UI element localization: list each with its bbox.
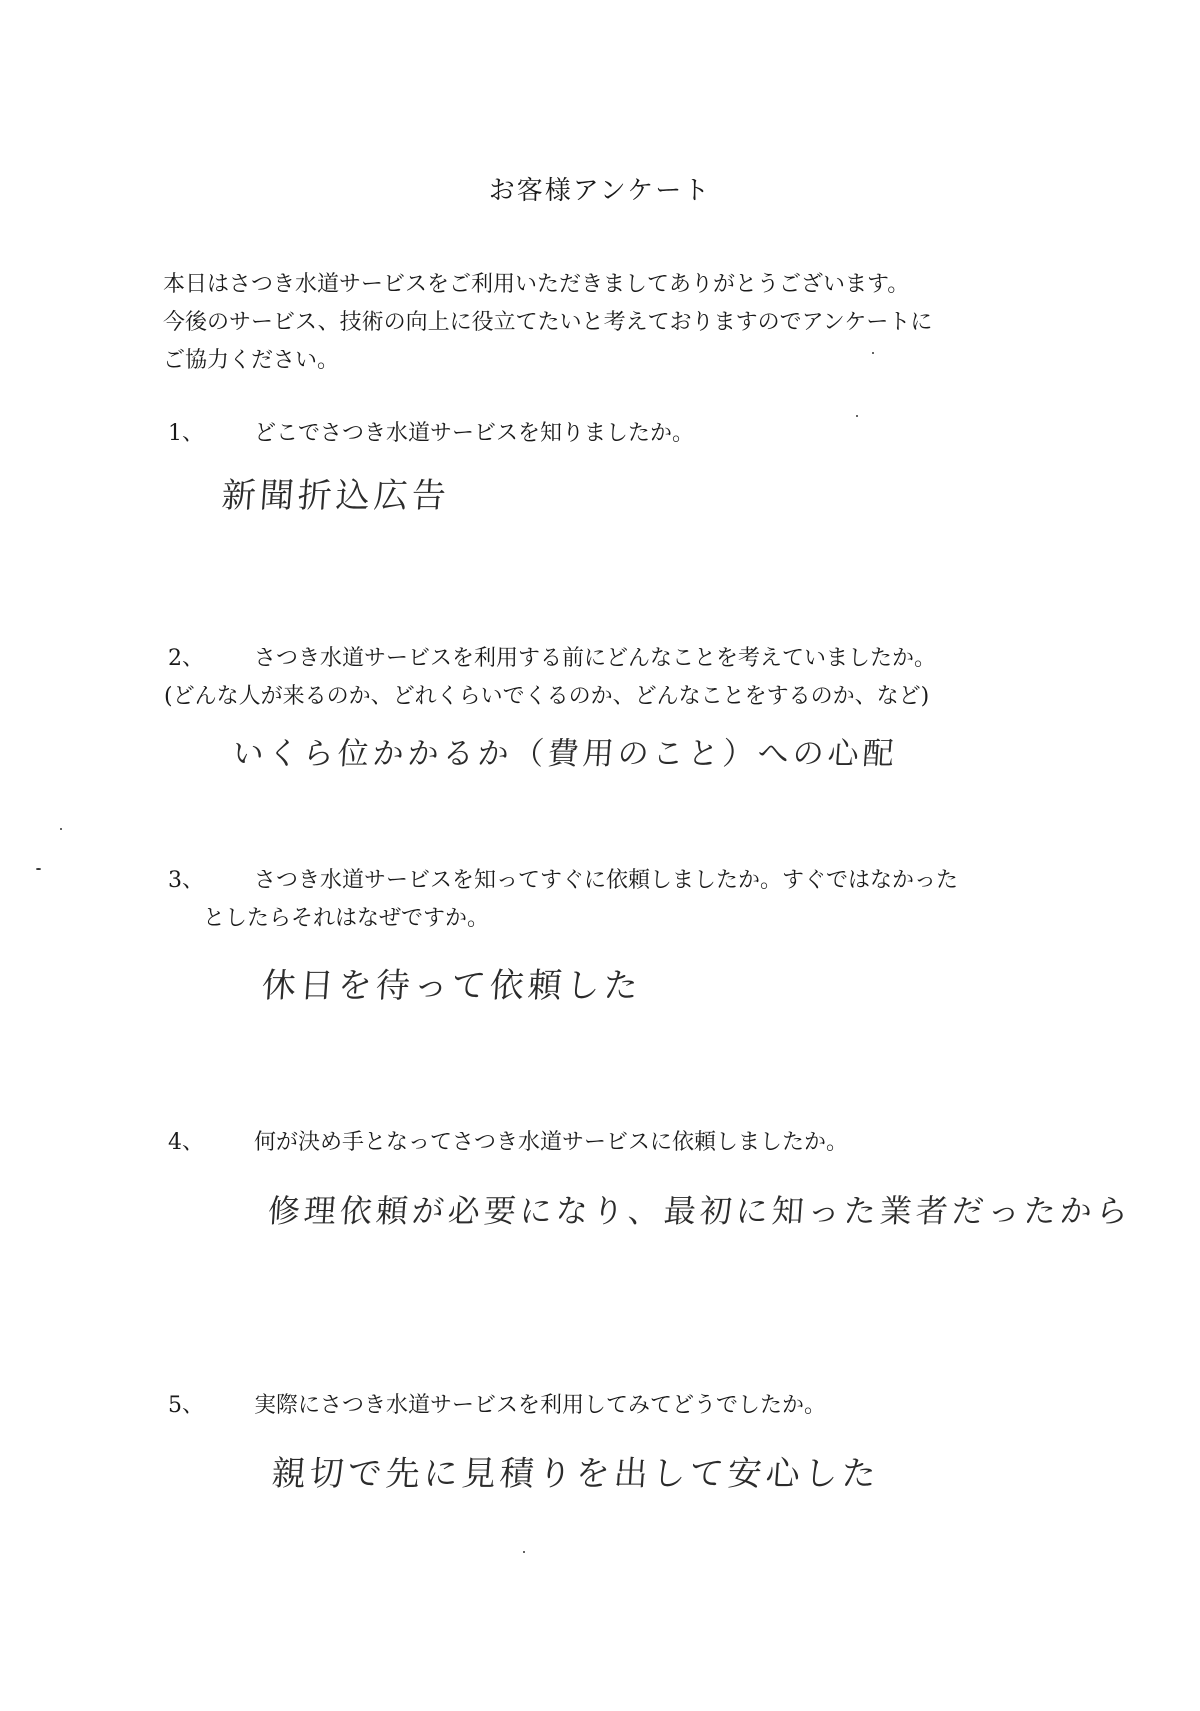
question-text: 何が決め手となってさつき水道サービスに依頼しましたか。 xyxy=(254,1130,849,1155)
intro-text xyxy=(163,266,1063,380)
answer-1: 新聞折込広告 xyxy=(220,476,452,516)
question-note: (どんな人が来るのか、どれくらいでくるのか、どんなことをするのか、など) xyxy=(164,684,930,709)
intro-line: ご協力ください。 xyxy=(163,348,340,373)
question-text: どこでさつき水道サービスを知りましたか。 xyxy=(254,421,695,446)
question-number: 5、 xyxy=(168,1393,204,1418)
answer-4: 修理依頼が必要になり、最初に知った業者だったから xyxy=(266,1192,1134,1230)
question-1 xyxy=(168,415,694,453)
question-text-continued: としたらそれはなぜですか。 xyxy=(203,906,490,931)
answer-5: 親切で先に見積りを出して安心した xyxy=(270,1454,882,1494)
question-number: 4、 xyxy=(168,1130,204,1155)
question-3 xyxy=(168,862,958,938)
page-title: お客様アンケート xyxy=(488,176,712,206)
question-text: さつき水道サービスを知ってすぐに依頼しましたか。すぐではなかった xyxy=(254,868,959,893)
answer-2: いくら位かかるか（費用のこと）への心配 xyxy=(231,736,900,772)
scan-speck xyxy=(523,1551,525,1553)
question-number: 1、 xyxy=(168,421,204,446)
question-number: 2、 xyxy=(168,646,204,671)
intro-line: 本日はさつき水道サービスをご利用いただきましてありがとうございます。 xyxy=(163,272,910,297)
answer-3: 休日を待って依頼した xyxy=(260,966,644,1006)
intro-line: 今後のサービス、技術の向上に役立てたいと考えておりますのでアンケートに xyxy=(163,310,933,335)
question-text: さつき水道サービスを利用する前にどんなことを考えていましたか。 xyxy=(254,646,937,671)
scan-speck xyxy=(60,828,62,830)
question-4 xyxy=(168,1124,848,1162)
scan-speck xyxy=(856,415,858,417)
question-number: 3、 xyxy=(168,868,204,893)
question-5 xyxy=(168,1387,826,1425)
scan-speck xyxy=(872,352,874,354)
scan-speck xyxy=(36,868,41,870)
question-text: 実際にさつき水道サービスを利用してみてどうでしたか。 xyxy=(254,1393,827,1418)
question-2 xyxy=(164,640,937,716)
